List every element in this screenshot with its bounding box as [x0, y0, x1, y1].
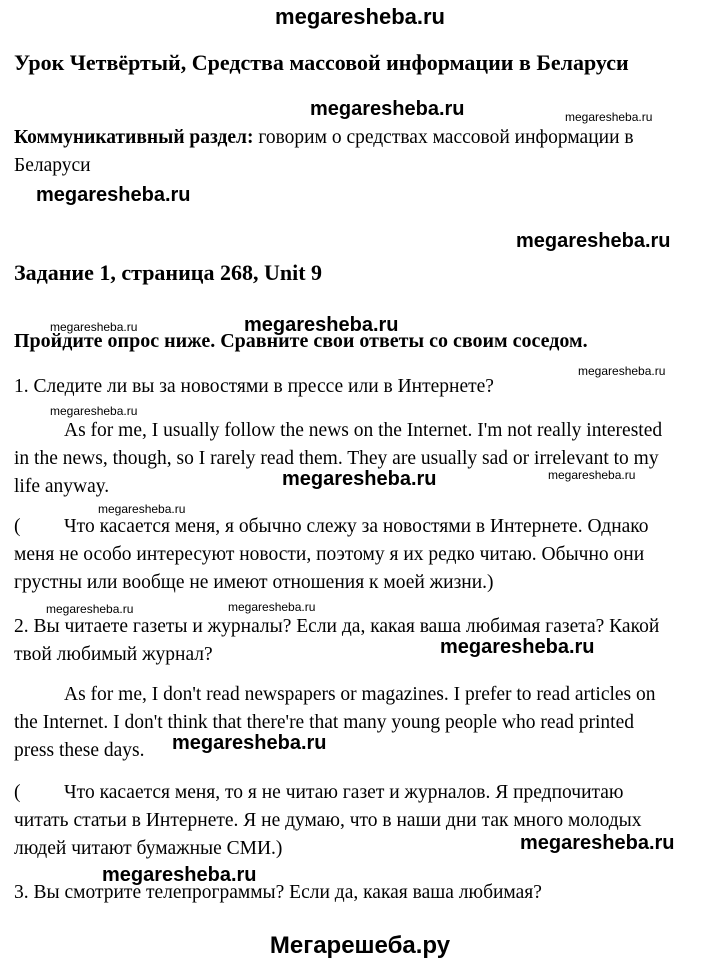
watermark: megaresheba.ru — [310, 98, 465, 120]
communicative-text-cont: Беларуси — [14, 155, 91, 176]
watermark: megaresheba.ru — [98, 502, 186, 516]
site-header: megaresheba.ru — [275, 4, 445, 29]
watermark: megaresheba.ru — [516, 230, 671, 252]
q2-translation-open: ( — [14, 782, 21, 803]
watermark: megaresheba.ru — [228, 600, 316, 614]
q1-answer-line: As for me, I usually follow the news on the Internet. I'm not really interested — [64, 420, 663, 441]
watermark: megaresheba.ru — [172, 732, 327, 754]
communicative-label: Коммуникативный раздел: — [14, 127, 254, 148]
communicative-section — [14, 124, 714, 180]
watermark: megaresheba.ru — [440, 636, 595, 658]
q3-question: 3. Вы смотрите телепрограммы? Если да, какая ваша любимая? — [14, 882, 542, 903]
watermark: megaresheba.ru — [578, 364, 666, 378]
q1-question: 1. Следите ли вы за новостями в прессе или в Интернете? — [14, 376, 494, 397]
watermark: megaresheba.ru — [244, 314, 399, 336]
q2-question-line: твой любимый журнал? — [14, 644, 213, 665]
q2-answer-line: the Internet. I don't think that there're that many young people who read printed — [14, 712, 635, 733]
watermark: megaresheba.ru — [548, 468, 636, 482]
q1-translation-line: грустны или вообще не имеют отношения к моей жизни.) — [14, 572, 494, 593]
q1-translation-line: Что касается меня, я обычно слежу за новостями в Интернете. Однако — [64, 516, 649, 537]
q2-translation-line: Что касается меня, то я не читаю газет и журналов. Я предпочитаю — [64, 782, 624, 803]
q2-answer-line: As for me, I don't read newspapers or magazines. I prefer to read articles on — [64, 684, 656, 705]
q2-answer-line: press these days. — [14, 740, 145, 761]
watermark: megaresheba.ru — [565, 110, 653, 124]
q1-translation-open: ( — [14, 516, 21, 537]
watermark: megaresheba.ru — [282, 468, 437, 490]
watermark: megaresheba.ru — [102, 864, 257, 886]
lesson-title: Урок Четвёртый, Средства массовой информации в Беларуси — [14, 50, 629, 75]
q2-translation-line: читать статьи в Интернете. Я не думаю, что в наши дни так много молодых — [14, 810, 642, 831]
watermark: megaresheba.ru — [36, 184, 191, 206]
q2-question-line: 2. Вы читаете газеты и журналы? Если да, какая ваша любимая газета? Какой — [14, 616, 660, 637]
communicative-text: говорим о средствах массовой информации в — [253, 127, 634, 148]
q1-answer-line: in the news, though, so I rarely read them. They are usually sad or irrelevant to my — [14, 448, 659, 469]
watermark: megaresheba.ru — [50, 320, 138, 334]
watermark: megaresheba.ru — [46, 602, 134, 616]
watermark: megaresheba.ru — [50, 404, 138, 418]
task-title: Задание 1, страница 268, Unit 9 — [14, 260, 323, 285]
watermark: megaresheba.ru — [520, 832, 675, 854]
site-footer: Мегарешеба.ру — [269, 932, 451, 959]
q1-answer-line: life anyway. — [14, 476, 110, 497]
q2-translation-line: людей читают бумажные СМИ.) — [14, 838, 283, 859]
q1-translation-line: меня не особо интересуют новости, поэтому я их редко читаю. Обычно они — [14, 544, 645, 565]
instruction: Пройдите опрос ниже. Сравните свои ответы со своим соседом. — [14, 330, 588, 352]
